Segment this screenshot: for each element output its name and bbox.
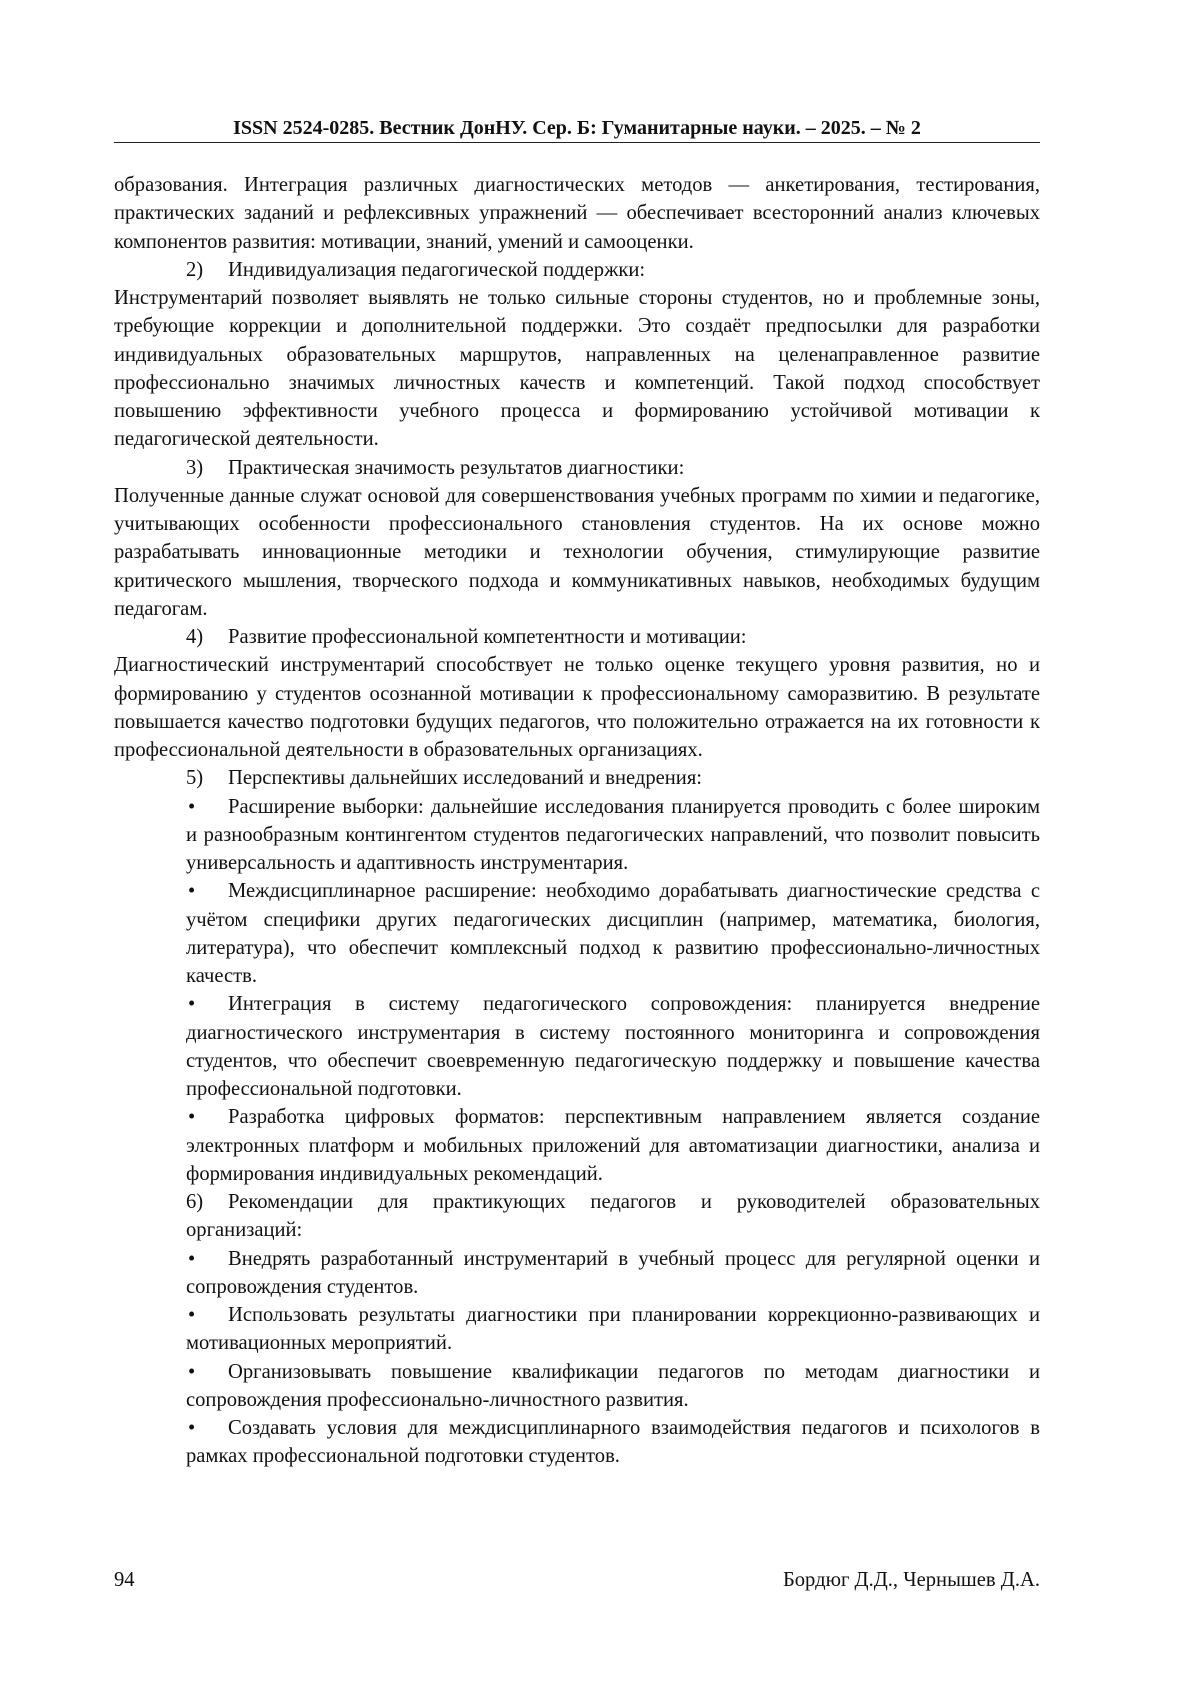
list-item bbox=[114, 793, 1040, 878]
section-number: 2) bbox=[186, 258, 204, 281]
list-item bbox=[114, 1414, 1040, 1471]
list-item-text: Интеграция в систему педагогического сопровождения: планируется внедрение диагностического инструментария в систему постоянного мониторинга и сопровождения студентов, что обеспечит своевременную педагогическую поддержку и повышение качества профессиональной подготовки. bbox=[186, 993, 1040, 1100]
journal-header: ISSN 2524-0285. Вестник ДонНУ. Сер. Б: Гуманитарные науки. – 2025. – № 2 bbox=[233, 117, 921, 139]
section-3-heading bbox=[114, 454, 1040, 482]
footer-authors: Бордюг Д.Д., Чернышев Д.А. bbox=[782, 1569, 1040, 1591]
bullet-icon: • bbox=[188, 1360, 196, 1383]
list-item-text: Внедрять разработанный инструментарий в учебный процесс для регулярной оценки и сопровождения студентов. bbox=[186, 1247, 1040, 1298]
section-title: Развитие профессиональной компетентности и мотивации: bbox=[228, 626, 747, 648]
list-item-text: Создавать условия для междисциплинарного взаимодействия педагогов и психологов в рамках профессиональной подготовки студентов. bbox=[186, 1417, 1040, 1468]
intro-paragraph: образования. Интеграция различных диагностических методов — анкетирования, тестирования, практических заданий и рефлексивных упражнений — обеспечивает всесторонний анализ ключевых компонентов развития: мотивации, знаний, умений и самооценки. bbox=[114, 174, 1040, 253]
bullet-icon: • bbox=[188, 993, 196, 1016]
section-title: Практическая значимость результатов диагностики: bbox=[228, 456, 685, 479]
section-number: 5) bbox=[186, 767, 204, 790]
section-5-heading bbox=[114, 764, 1040, 792]
page-number: 94 bbox=[114, 1569, 135, 1591]
section-title: Индивидуализация педагогической поддержки: bbox=[228, 258, 646, 281]
section-6-heading bbox=[114, 1188, 1040, 1245]
bullet-icon: • bbox=[188, 1247, 196, 1270]
bullet-icon: • bbox=[188, 1417, 196, 1439]
bullet-icon: • bbox=[188, 1304, 196, 1326]
list-item-text: Использовать результаты диагностики при планировании коррекционно-развивающих и мотивационных мероприятий. bbox=[186, 1304, 1040, 1355]
section-3-paragraph: Полученные данные служат основой для совершенствования учебных программ по химии и педагогике, учитывающих особенности профессионального становления студентов. На их основе можно разрабатывать инновационные методики и технологии обучения, стимулирующие развитие критического мышления, творческого подхода и коммуникативных навыков, необходимых будущим педагогам. bbox=[114, 484, 1040, 620]
section-title: Перспективы дальнейших исследований и внедрения: bbox=[228, 767, 703, 790]
header-divider bbox=[114, 142, 1040, 143]
bullet-icon: • bbox=[188, 880, 196, 903]
list-item-text: Расширение выборки: дальнейшие исследования планируется проводить с более широким и разнообразным контингентом студентов педагогических направлений, что позволит повысить универсальность и адаптивность инструментария. bbox=[186, 795, 1040, 874]
section-2-heading bbox=[114, 256, 1040, 284]
list-item bbox=[114, 1103, 1040, 1188]
list-item bbox=[114, 1245, 1040, 1302]
article-body bbox=[114, 171, 1040, 1471]
bullet-icon: • bbox=[188, 1106, 196, 1129]
section-number: 6) bbox=[186, 1191, 204, 1213]
list-item bbox=[114, 990, 1040, 1103]
section-number: 4) bbox=[186, 626, 204, 648]
section-4-paragraph: Диагностический инструментарий способствует не только оценке текущего уровня развития, но и формированию у студентов осознанной мотивации к профессиональному саморазвитию. В результате повышается качество подготовки будущих педагогов, что положительно отражается на их готовности к профессиональной деятельности в образовательных организациях. bbox=[114, 654, 1040, 761]
bullet-icon: • bbox=[188, 795, 196, 818]
section-title: Рекомендации для практикующих педагогов и руководителей образовательных организаций: bbox=[186, 1191, 1040, 1242]
section-number: 3) bbox=[186, 456, 204, 479]
list-item bbox=[114, 1301, 1040, 1358]
list-item bbox=[114, 877, 1040, 990]
list-item bbox=[114, 1358, 1040, 1415]
list-item-text: Организовывать повышение квалификации педагогов по методам диагностики и сопровождения профессионально-личностного развития. bbox=[186, 1360, 1040, 1411]
section-4-heading bbox=[114, 623, 1040, 651]
list-item-text: Междисциплинарное расширение: необходимо дорабатывать диагностические средства с учётом специфики других педагогических дисциплин (например, математика, биология, литература), что обеспечит комплексный подход к развитию профессионально-личностных качеств. bbox=[186, 880, 1040, 987]
section-2-paragraph: Инструментарий позволяет выявлять не только сильные стороны студентов, но и проблемные зоны, требующие коррекции и дополнительной поддержки. Это создаёт предпосылки для разработки индивидуальных образовательных маршрутов, направленных на целенаправленное развитие профессионально значимых личностных качеств и компетенций. Такой подход способствует повышению эффективности учебного процесса и формированию устойчивой мотивации к педагогической деятельности. bbox=[114, 287, 1040, 451]
list-item-text: Разработка цифровых форматов: перспективным направлением является создание электронных платформ и мобильных приложений для автоматизации диагностики, анализа и формирования индивидуальных рекомендаций. bbox=[186, 1106, 1040, 1185]
